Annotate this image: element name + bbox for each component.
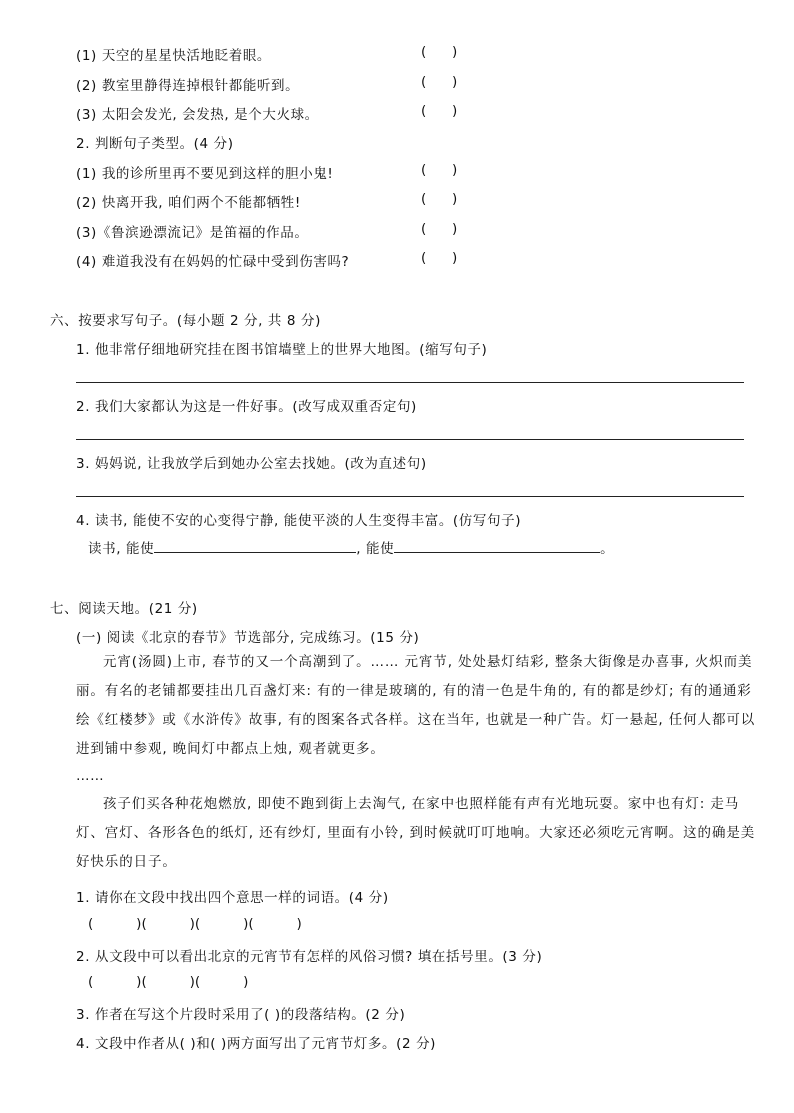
judge-item-2: (2) 教室里静得连掉根针都能听到。 [76, 78, 300, 94]
answer-paren: ( ) [421, 221, 458, 237]
answer-paren: ( ) [421, 250, 458, 266]
subsection-title: (一) 阅读《北京的春节》节选部分, 完成练习。(15 分) [76, 630, 420, 646]
rewrite-q3: 3. 妈妈说, 让我放学后到她办公室去找她。(改为直述句) [76, 456, 427, 472]
answer-paren: ( ) [421, 191, 458, 207]
imitation-sentence [88, 537, 614, 557]
reading-paragraph-2: 孩子们买各种花炮燃放, 即使不跑到街上去淘气, 在家中也照样能有声有光地玩耍。家中也有灯: 走马灯、宫灯、各形各色的纸灯, 还有纱灯, 里面有小铃, 到时候就叮叮地响。大家还必须吃元宵啊。这的确是美好快乐的日子。 [76, 796, 756, 870]
rewrite-q2: 2. 我们大家都认为这是一件好事。(改写成双重否定句) [76, 399, 417, 415]
reading-q2: 2. 从文段中可以看出北京的元宵节有怎样的风俗习惯? 填在括号里。(3 分) [76, 949, 543, 965]
answer-paren: ( ) [421, 162, 458, 178]
word-blanks[interactable]: ( )( )( )( ) [88, 916, 302, 932]
section-title-6: 六、按要求写句子。(每小题 2 分, 共 8 分) [50, 313, 321, 329]
judge-item-3: (3) 太阳会发光, 会发热, 是个大火球。 [76, 107, 319, 123]
answer-paren: ( ) [421, 44, 458, 60]
imitation-mid: , 能使 [356, 541, 395, 557]
reading-paragraph-1: 元宵(汤圆)上市, 春节的又一个高潮到了。…… 元宵节, 处处悬灯结彩, 整条大街像是办喜事, 火炽而美丽。有名的老铺都要挂出几百盏灯来: 有的一律是玻璃的, 有的清一色是牛角的, 有的都是纱灯; 有的通通彩绘《红楼梦》或《水浒传》故事, 有的图案各式各样。这在当年, 也就是一种广告。灯一悬起, 任何人都可以进到铺中参观, 晚间灯中都点上烛, 观者就更多。 [76, 654, 756, 757]
judge-item-1: (1) 天空的星星快活地眨着眼。 [76, 48, 272, 64]
type-item-2: (2) 快离开我, 咱们两个不能都牺牲! [76, 195, 301, 211]
rewrite-q1: 1. 他非常仔细地研究挂在图书馆墙壁上的世界大地图。(缩写句子) [76, 342, 488, 358]
fill-blank-2[interactable] [394, 538, 600, 553]
custom-blanks[interactable]: ( )( )( ) [88, 974, 249, 990]
answer-line[interactable] [76, 496, 744, 497]
question-title: 2. 判断句子类型。(4 分) [76, 136, 234, 152]
section-title-7: 七、阅读天地。(21 分) [50, 601, 198, 617]
rewrite-q4: 4. 读书, 能使不安的心变得宁静, 能使平淡的人生变得丰富。(仿写句子) [76, 513, 522, 529]
answer-paren: ( ) [421, 74, 458, 90]
reading-q1: 1. 请你在文段中找出四个意思一样的词语。(4 分) [76, 890, 389, 906]
imitation-prefix: 读书, 能使 [88, 541, 155, 557]
ellipsis: …… [76, 768, 105, 784]
type-item-1: (1) 我的诊所里再不要见到这样的胆小鬼! [76, 166, 334, 182]
type-item-4: (4) 难道我没有在妈妈的忙碌中受到伤害吗? [76, 254, 350, 270]
type-item-3: (3)《鲁滨逊漂流记》是笛福的作品。 [76, 225, 309, 241]
reading-q3: 3. 作者在写这个片段时采用了( )的段落结构。(2 分) [76, 1007, 406, 1023]
answer-line[interactable] [76, 439, 744, 440]
answer-paren: ( ) [421, 103, 458, 119]
imitation-end: 。 [600, 541, 615, 557]
fill-blank-1[interactable] [154, 538, 356, 553]
reading-q4: 4. 文段中作者从( )和( )两方面写出了元宵节灯多。(2 分) [76, 1036, 437, 1052]
answer-line[interactable] [76, 382, 744, 383]
